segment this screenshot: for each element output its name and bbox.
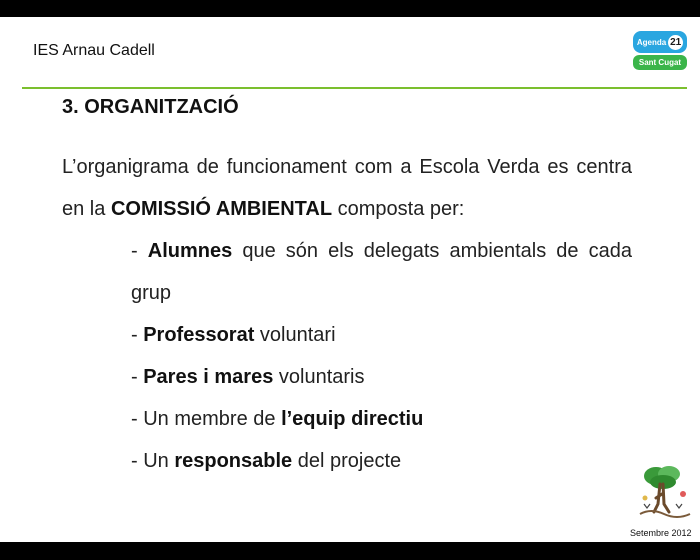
list-item: - Un membre de l’equip directiu	[131, 408, 424, 430]
slide	[0, 17, 700, 542]
logo-agenda-word: Agenda	[636, 37, 667, 47]
list-item: - Pares i mares voluntaris	[131, 366, 365, 388]
intro-bold: COMISSIÓ AMBIENTAL	[110, 198, 333, 220]
logo-town: Sant Cugat	[633, 55, 687, 70]
list-item: - Alumnes que són els delegats ambientals de cada grup	[131, 240, 633, 304]
school-name: IES Arnau Cadell	[33, 42, 155, 59]
intro-paragraph: L’organigrama de funcionament com a Escola Verda es centra en la COMISSIÓ AMBIENTAL composta per:	[62, 156, 632, 220]
agenda21-logo	[633, 31, 687, 73]
list-item: - Un responsable del projecte	[131, 450, 402, 472]
tree-icon	[636, 464, 694, 522]
section-heading: 3. ORGANITZACIÓ	[62, 96, 239, 118]
header-divider	[22, 87, 687, 89]
member-list	[131, 230, 632, 482]
footer-date: Setembre 2012	[630, 528, 692, 538]
logo-agenda-number: 21	[670, 36, 682, 48]
list-item: - Professorat voluntari	[131, 324, 336, 346]
